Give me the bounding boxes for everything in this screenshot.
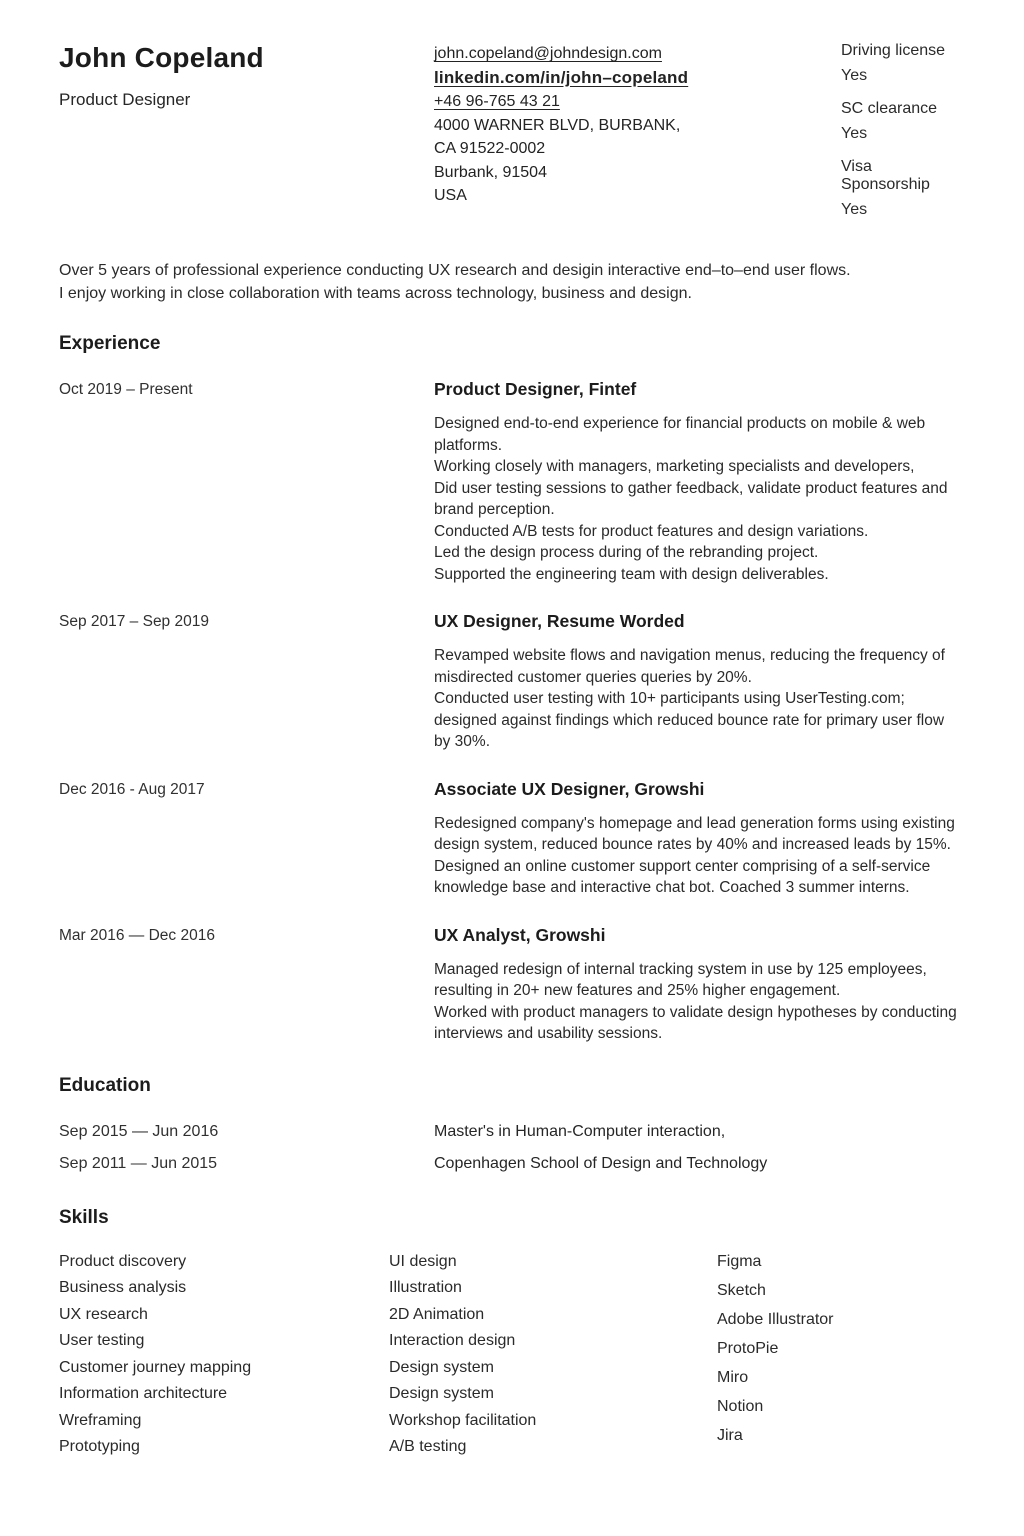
skill-item: Notion bbox=[717, 1397, 764, 1415]
education-text: Master's in Human-Computer interaction, bbox=[434, 1122, 726, 1140]
entry-bullet: Redesigned company's homepage and lead generation forms using existing design system, reduced bounce rates by 40% and increased leads by 15%. bbox=[434, 814, 955, 853]
extra-label: Driving license bbox=[841, 42, 946, 59]
entry-bullet: Designed an online customer support center comprising of a self-service knowledge base and interactive chat bot. Coached 3 summer interns. bbox=[434, 857, 931, 896]
entry-title: UX Analyst, Growshi bbox=[434, 924, 606, 945]
skill-item: Information architecture bbox=[59, 1385, 228, 1402]
address-line: Burbank, 91504 bbox=[434, 163, 547, 181]
extra-value: Yes bbox=[841, 125, 868, 142]
entry-bullet: Did user testing sessions to gather feedback, validate product features and brand perception. bbox=[434, 479, 948, 518]
skill-item: Product discovery bbox=[59, 1252, 187, 1270]
summary bbox=[59, 259, 959, 305]
email-link[interactable]: john.copeland@johndesign.com bbox=[434, 45, 662, 62]
entry-content bbox=[434, 611, 964, 753]
entry-bullet: Conducted A/B tests for product features and design variations. bbox=[434, 522, 869, 540]
skill-item: 2D Animation bbox=[389, 1305, 485, 1323]
person-name: John Copeland bbox=[59, 42, 264, 73]
skill-item: Sketch bbox=[717, 1281, 766, 1299]
entry-dates: Sep 2017 – Sep 2019 bbox=[59, 613, 209, 630]
experience-heading: Experience bbox=[59, 333, 161, 354]
entry-body bbox=[434, 813, 964, 899]
skill-item: Adobe Illustrator bbox=[717, 1310, 834, 1328]
extra-driving-license bbox=[841, 42, 964, 85]
extra-value: Yes bbox=[841, 67, 868, 84]
experience-entry bbox=[59, 925, 964, 1045]
skill-item: Figma bbox=[717, 1252, 762, 1270]
phone-link[interactable]: +46 96-765 43 21 bbox=[434, 93, 560, 110]
entry-dates: Sep 2015 — Jun 2016 bbox=[59, 1122, 219, 1140]
skill-item: Prototyping bbox=[59, 1438, 140, 1455]
skill-item: UI design bbox=[389, 1252, 457, 1270]
linkedin-link[interactable]: linkedin.com/in/john–copeland bbox=[434, 67, 689, 87]
skills-heading: Skills bbox=[59, 1206, 109, 1228]
summary-line: I enjoy working in close collaboration with teams across technology, business and design. bbox=[59, 285, 692, 302]
entry-dates: Dec 2016 - Aug 2017 bbox=[59, 780, 205, 798]
entry-dates: Mar 2016 — Dec 2016 bbox=[59, 926, 215, 944]
header bbox=[59, 42, 964, 234]
experience-entry bbox=[59, 379, 964, 585]
education-heading: Education bbox=[59, 1074, 151, 1096]
entry-body bbox=[434, 413, 964, 585]
summary-line: Over 5 years of professional experience conducting UX research and desigin interactive end–to–end user flows. bbox=[59, 262, 851, 279]
entry-bullet: Worked with product managers to validate design hypotheses by conducting interviews and usability sessions. bbox=[434, 1003, 957, 1042]
skill-item: Design system bbox=[389, 1358, 494, 1376]
entry-body bbox=[434, 645, 964, 753]
entry-content bbox=[434, 779, 964, 899]
entry-dates: Oct 2019 – Present bbox=[59, 381, 193, 398]
experience-entry bbox=[59, 611, 964, 753]
skills-column-3 bbox=[717, 1253, 964, 1465]
skill-item: User testing bbox=[59, 1332, 145, 1349]
entry-bullet: Supported the engineering team with design deliverables. bbox=[434, 565, 829, 583]
education-section bbox=[59, 1075, 964, 1173]
address-line: USA bbox=[434, 187, 467, 204]
address-line: 4000 WARNER BLVD, BURBANK, bbox=[434, 116, 681, 134]
extra-visa-sponsorship bbox=[841, 158, 964, 219]
entry-bullet: Managed redesign of internal tracking system in use by 125 employees, resulting in 20+ new features and 25% higher engagement. bbox=[434, 960, 927, 999]
entry-bullet: Conducted user testing with 10+ participants using UserTesting.com; designed against findings which reduced bounce rate for primary user flow by 30%. bbox=[434, 690, 945, 750]
education-entry bbox=[59, 1123, 964, 1141]
skill-item: Business analysis bbox=[59, 1279, 187, 1296]
entry-body bbox=[434, 959, 964, 1045]
skill-item: UX research bbox=[59, 1305, 148, 1323]
education-entry bbox=[59, 1155, 964, 1173]
address-line: CA 91522-0002 bbox=[434, 140, 546, 157]
entry-dates: Sep 2011 — Jun 2015 bbox=[59, 1154, 218, 1172]
skill-item: Wreframing bbox=[59, 1411, 142, 1429]
extra-sc-clearance bbox=[841, 100, 964, 143]
skills-column-1 bbox=[59, 1253, 389, 1465]
extra-label: Visa Sponsorship bbox=[841, 158, 930, 193]
entry-title: UX Designer, Resume Worded bbox=[434, 611, 685, 631]
entry-bullet: Revamped website flows and navigation menus, reducing the frequency of misdirected customer queries queries by 20%. bbox=[434, 647, 945, 686]
skill-item: Customer journey mapping bbox=[59, 1358, 252, 1376]
skill-item: Interaction design bbox=[389, 1332, 516, 1349]
identity-block bbox=[59, 42, 434, 110]
skill-item: A/B testing bbox=[389, 1438, 467, 1455]
skill-item: Miro bbox=[717, 1368, 749, 1386]
education-text: Copenhagen School of Design and Technology bbox=[434, 1154, 768, 1172]
extra-label: SC clearance bbox=[841, 100, 938, 117]
skill-item: Jira bbox=[717, 1426, 743, 1444]
skill-item: Workshop facilitation bbox=[389, 1411, 537, 1429]
entry-title: Product Designer, Fintef bbox=[434, 379, 637, 399]
entry-title: Associate UX Designer, Growshi bbox=[434, 778, 705, 799]
entry-bullet: Led the design process during of the rebranding project. bbox=[434, 544, 819, 561]
extras-block bbox=[841, 42, 964, 234]
contact-block bbox=[434, 42, 841, 208]
skill-item: ProtoPie bbox=[717, 1339, 779, 1357]
skills-column-2 bbox=[389, 1253, 717, 1465]
skill-item: Illustration bbox=[389, 1279, 462, 1296]
extra-value: Yes bbox=[841, 201, 868, 218]
skills-section bbox=[59, 1207, 964, 1465]
experience-section bbox=[59, 333, 964, 1045]
entry-bullet: Designed end-to-end experience for financial products on mobile & web platforms. bbox=[434, 415, 926, 454]
entry-bullet: Working closely with managers, marketing specialists and developers, bbox=[434, 458, 915, 475]
experience-entry bbox=[59, 779, 964, 899]
entry-content bbox=[434, 925, 964, 1045]
entry-content bbox=[434, 379, 964, 585]
skills-grid bbox=[59, 1253, 964, 1465]
skill-item: Design system bbox=[389, 1385, 494, 1402]
person-job-title: Product Designer bbox=[59, 90, 191, 109]
